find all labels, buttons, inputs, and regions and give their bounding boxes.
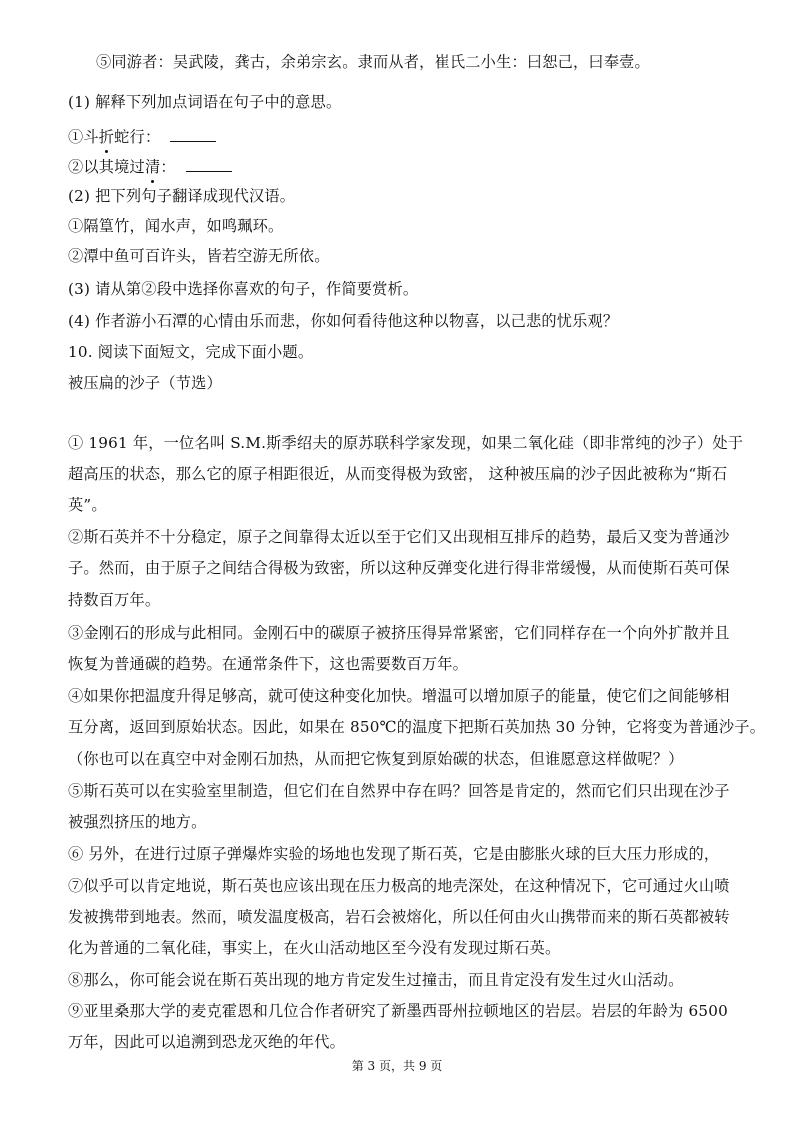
item-1-suffix: 蛇行： bbox=[114, 128, 161, 146]
article-line: 超高压的状态，那么它的原子相距很近，从而变得极为致密， 这种被压扁的沙子因此被称为“斯石 bbox=[68, 465, 728, 483]
article-line: 恢复为普通碳的趋势。在通常条件下，这也需要数百万年。 bbox=[68, 655, 469, 673]
question-1-item-2 bbox=[68, 156, 764, 177]
question-1-prompt: (1) 解释下列加点词语在句子中的意思。 bbox=[68, 93, 342, 111]
answer-blank-1[interactable] bbox=[170, 126, 216, 142]
question-10-heading: 10. 阅读下面短文，完成下面小题。 bbox=[68, 343, 314, 361]
article-line: ① 1961 年，一位名叫 S.M.斯季绍夫的原苏联科学家发现，如果二氧化硅（即非常纯的沙子）处于 bbox=[68, 434, 744, 452]
article-line: ⑤斯石英可以在实验室里制造，但它们在自然界中存在吗？回答是肯定的，然而它们只出现在沙子 bbox=[68, 782, 730, 800]
article-line: ④如果你把温度升得足够高，就可使这种变化加快。增温可以增加原子的能量，使它们之间能够相 bbox=[68, 687, 730, 705]
passage-paragraph-5: ⑤同游者：吴武陵，龚古，余弟宗玄。隶而从者，崔氏二小生：曰恕己，曰奉壹。 bbox=[96, 53, 650, 71]
item-1-prefix: ①斗 bbox=[68, 128, 99, 146]
article-title: 被压扁的沙子（节选） bbox=[68, 374, 222, 392]
dotted-char-qing: 清 bbox=[144, 158, 161, 176]
article-line: 化为普通的二氧化硅，事实上，在火山活动地区至今没有发现过斯石英。 bbox=[68, 939, 561, 957]
dotted-char-zhe: 折 bbox=[98, 128, 115, 146]
article-line: 子。然而，由于原子之间结合得极为致密，所以这种反弹变化进行得非常缓慢，从而使斯石英可保 bbox=[68, 559, 730, 577]
article-line: 被强烈挤压的地方。 bbox=[68, 813, 207, 831]
page-footer: 第 3 页，共 9 页 bbox=[351, 1059, 443, 1073]
question-3-prompt: (3) 请从第②段中选择你喜欢的句子，作简要赏析。 bbox=[68, 280, 419, 298]
question-2-sentence-2: ②潭中鱼可百许头，皆若空游无所依。 bbox=[68, 247, 330, 265]
article-line: （你也可以在真空中对金刚石加热，从而把它恢复到原始碳的状态，但谁愿意这样做呢？） bbox=[68, 750, 684, 768]
article-line: ③金刚石的形成与此相同。金刚石中的碳原子被挤压得异常紧密，它们同样存在一个向外扩散并且 bbox=[68, 624, 730, 642]
article-line: 万年，因此可以追溯到恐龙灭绝的年代。 bbox=[68, 1033, 345, 1051]
question-4-prompt: (4) 作者游小石潭的心情由乐而悲，你如何看待他这种以物喜，以己悲的忧乐观？ bbox=[68, 312, 619, 330]
article-line: ②斯石英并不十分稳定，原子之间靠得太近以至于它们又出现相互排斥的趋势，最后又变为普通沙 bbox=[68, 528, 730, 546]
article-line: 发被携带到地表。然而，喷发温度极高，岩石会被熔化，所以任何由火山携带而来的斯石英都被转 bbox=[68, 908, 730, 926]
article-line: 互分离，返回到原始状态。因此，如果在 850℃的温度下把斯石英加热 30 分钟，它将变为普通沙子。 bbox=[68, 718, 766, 736]
item-2-prefix: ②以其境过 bbox=[68, 158, 145, 176]
question-2-prompt: (2) 把下列句子翻译成现代汉语。 bbox=[68, 187, 296, 205]
question-1-item-1 bbox=[68, 126, 764, 147]
item-2-suffix: ： bbox=[160, 158, 176, 176]
article-line: ⑨亚里桑那大学的麦克霍恩和几位合作者研究了新墨西哥州拉顿地区的岩层。岩层的年龄为 6500 bbox=[68, 1002, 728, 1020]
article-line: ⑧那么，你可能会说在斯石英出现的地方肯定发生过撞击，而且肯定没有发生过火山活动。 bbox=[68, 971, 684, 989]
answer-blank-2[interactable] bbox=[186, 156, 232, 172]
article-line: ⑦似乎可以肯定地说，斯石英也应该出现在压力极高的地壳深处，在这种情况下，它可通过火山喷 bbox=[68, 877, 730, 895]
article-line: 持数百万年。 bbox=[68, 591, 161, 609]
article-line: ⑥ 另外，在进行过原子弹爆炸实验的场地也发现了斯石英，它是由膨胀火球的巨大压力形成的， bbox=[68, 845, 720, 863]
article-line: 英”。 bbox=[68, 496, 107, 514]
question-2-sentence-1: ①隔篁竹，闻水声，如鸣珮环。 bbox=[68, 217, 284, 235]
